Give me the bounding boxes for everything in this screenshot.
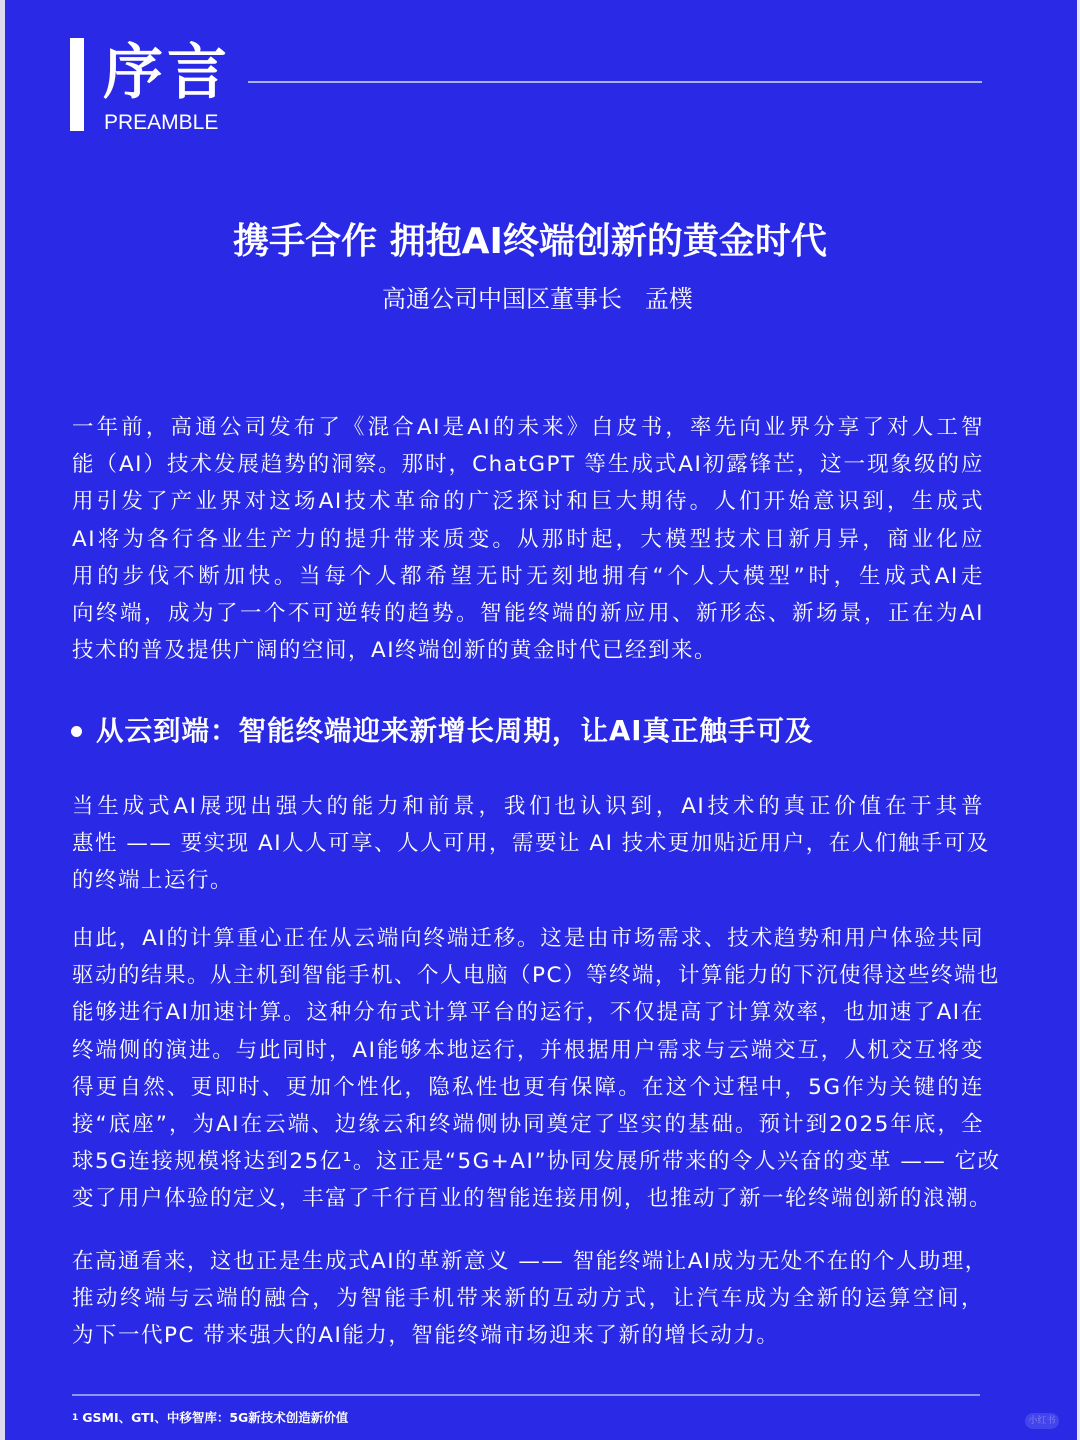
paragraph-3 [72, 920, 1001, 1218]
paragraph-line: 当生成式AI展现出强大的能力和前景，我们也认识到，AI技术的真正价值在于其普 [72, 794, 984, 819]
paragraph-line: 用的步伐不断加快。当每个人都希望无时无刻地拥有“个人大模型”时，生成式AI走 [72, 563, 984, 589]
paragraph-line: 在高通看来，这也正是生成式AI的革新意义 —— 智能终端让AI成为无处不在的个人助理， [72, 1249, 988, 1274]
preamble-page [5, 0, 1077, 1440]
paragraph-line: 用引发了产业界对这场AI技术革命的广泛探讨和巨大期待。人们开始意识到，生成式 [72, 489, 984, 515]
paragraph-line: AI将为各行各业生产力的提升带来质变。从那时起，大模型技术日新月异，商业化应 [72, 526, 984, 552]
paragraph-2 [72, 788, 990, 900]
paragraph-line: 一年前，高通公司发布了《混合AI是AI的未来》白皮书，率先向业界分享了对人工智 [72, 415, 984, 440]
article-byline: 高通公司中国区董事长 孟樸 [382, 285, 693, 313]
paragraph-line: 惠性 —— 要实现 AI人人可享、人人可用，需要让 AI 技术更加贴近用户，在人们触手可及 [72, 831, 990, 857]
paragraph-1 [72, 409, 984, 669]
footnote-text: GSMI、GTI、中移智库：5G新技术创造新价值 [82, 1410, 349, 1425]
paragraph-line: 能够进行AI加速计算。这种分布式计算平台的运行，不仅提高了计算效率，也加速了AI在 [72, 1000, 984, 1026]
section-title-zh: 序言 [103, 38, 231, 108]
paragraph-line: 推动终端与云端的融合，为智能手机带来新的互动方式，让汽车成为全新的运算空间， [72, 1286, 984, 1312]
bullet-icon [71, 726, 82, 737]
paragraph-line: 得更自然、更即时、更加个性化，隐私性也更有保障。在这个过程中，5G作为关键的连 [72, 1074, 984, 1100]
footnote-divider [72, 1394, 980, 1396]
paragraph-line: 能（AI）技术发展趋势的洞察。那时，ChatGPT 等生成式AI初露锋芒，这一现象级的应 [72, 452, 984, 478]
paragraph-line: 为下一代PC 带来强大的AI能力，智能终端市场迎来了新的增长动力。 [72, 1323, 780, 1349]
paragraph-line: 终端侧的演进。与此同时，AI能够本地运行，并根据用户需求与云端交互，人机交互将变 [72, 1037, 984, 1063]
paragraph-line: 接“底座”，为AI在云端、边缘云和终端侧协同奠定了坚实的基础。预计到2025年底，全 [72, 1112, 984, 1138]
paragraph-line: 驱动的结果。从主机到智能手机、个人电脑（PC）等终端，计算能力的下沉使得这些终端也 [72, 963, 1000, 989]
watermark-badge: 小红书 [1025, 1413, 1059, 1429]
footnote-marker: 1 [72, 1413, 79, 1423]
section-heading [71, 711, 814, 751]
section-title-en: PREAMBLE [104, 111, 219, 134]
paragraph-4 [72, 1243, 988, 1355]
paragraph-line: 变了用户体验的定义，丰富了千行百业的智能连接用例，也推动了新一轮终端创新的浪潮。 [72, 1186, 993, 1212]
footnote [72, 1410, 348, 1426]
paragraph-line: 向终端，成为了一个不可逆转的趋势。智能终端的新应用、新形态、新场景，正在为AI [72, 601, 984, 627]
header-accent-bar [70, 38, 84, 131]
paragraph-line: 球5G连接规模将达到25亿¹。这正是“5G+AI”协同发展所带来的令人兴奋的变革 —— 它改 [72, 1149, 1001, 1175]
paragraph-line: 的终端上运行。 [72, 868, 234, 894]
paragraph-line: 由此，AI的计算重心正在从云端向终端迁移。这是由市场需求、技术趋势和用户体验共同 [72, 926, 984, 951]
article-title: 携手合作 拥抱AI终端创新的黄金时代 [233, 221, 827, 262]
page-edge-left [0, 0, 5, 1440]
header-divider [248, 81, 982, 83]
paragraph-line: 技术的普及提供广阔的空间，AI终端创新的黄金时代已经到来。 [72, 638, 718, 664]
section-heading-text: 从云到端：智能终端迎来新增长周期，让AI真正触手可及 [96, 715, 814, 747]
